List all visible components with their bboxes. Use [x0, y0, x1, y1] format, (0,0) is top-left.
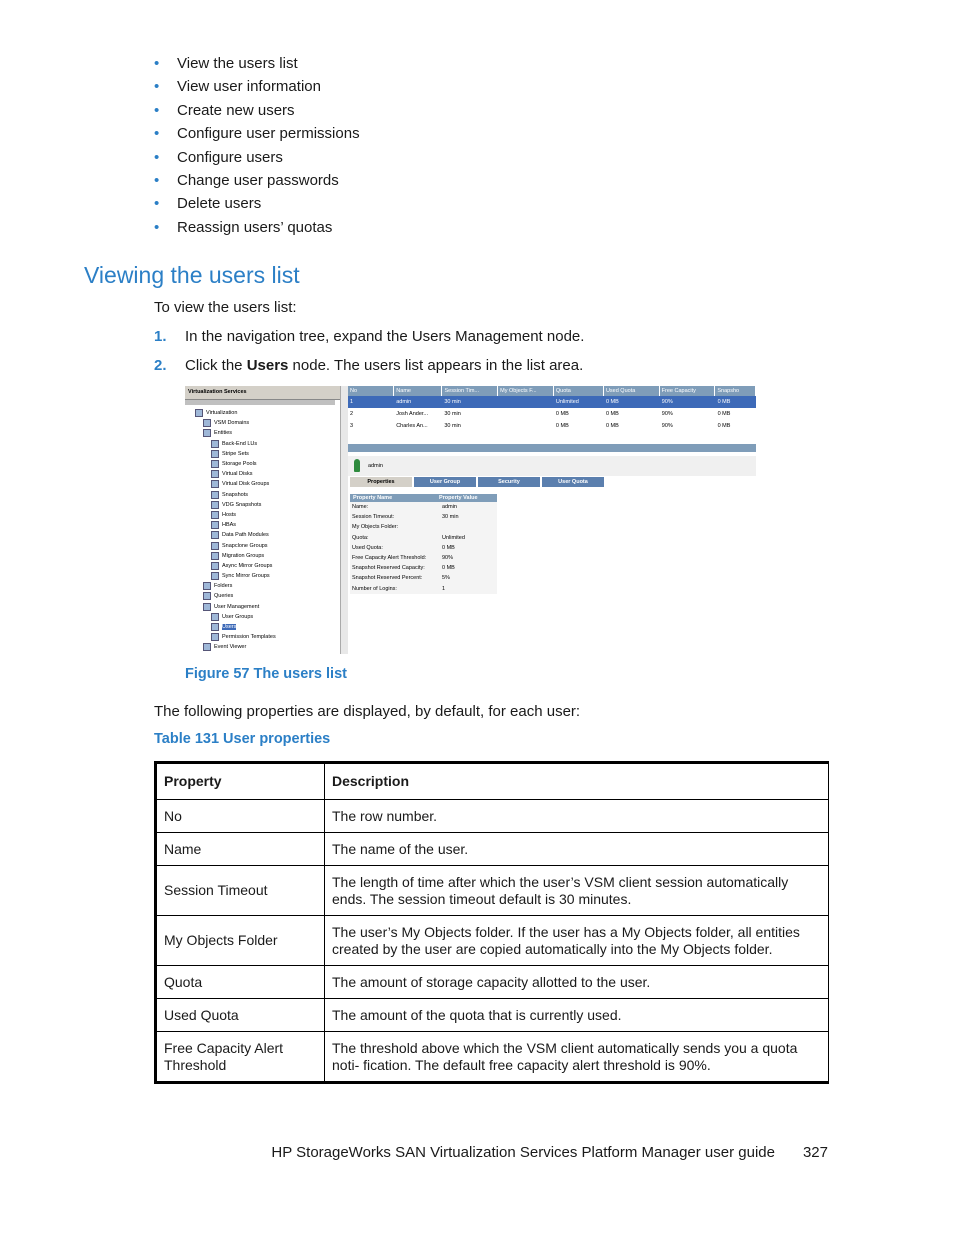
- nav-header-bar: [185, 400, 335, 405]
- tree-node-icon: [203, 419, 211, 427]
- table-header-row: [156, 763, 829, 800]
- bullet-dot: •: [154, 195, 160, 213]
- grid-cell: admin: [396, 399, 412, 405]
- grid-cell: 30 min: [444, 423, 461, 429]
- grid-cell: 30 min: [444, 399, 461, 405]
- grid-cell: Unlimited: [555, 399, 579, 405]
- tree-node-icon: [211, 501, 219, 509]
- property-value: admin: [442, 504, 457, 510]
- tab-properties[interactable]: Properties: [350, 477, 412, 487]
- property-cell: Session Timeout: [156, 866, 325, 916]
- bullet-text: Delete users: [177, 195, 262, 213]
- tree-node-icon: [203, 429, 211, 437]
- tree-node[interactable]: [195, 459, 276, 469]
- intro-text: To view the users list:: [154, 299, 297, 316]
- tree-node-icon: [211, 511, 219, 519]
- grid-cell: 0 MB: [605, 411, 619, 417]
- tree-node[interactable]: [195, 642, 276, 652]
- tree-node[interactable]: [195, 439, 276, 449]
- property-name: My Objects Folder:: [352, 524, 399, 531]
- property-row: [350, 533, 497, 543]
- bullet-dot: •: [154, 55, 160, 72]
- table-row: [156, 866, 829, 916]
- property-cell: Name: [156, 833, 325, 866]
- navigation-tree-panel: [185, 386, 341, 654]
- property-row: [350, 512, 497, 522]
- grid-column-header[interactable]: Used Quota: [604, 386, 660, 396]
- tree-node-icon: [211, 562, 219, 570]
- tree-node-label: Async Mirror Groups: [222, 562, 273, 569]
- tree-node-label: Folders: [214, 583, 233, 590]
- table-caption: Table 131 User properties: [154, 731, 331, 747]
- grid-cell: 3: [350, 423, 354, 429]
- description-cell: The length of time after which the user’s VSM client session automatically ends. The session timeout default is 30 minutes.: [325, 866, 829, 916]
- tree-node[interactable]: [195, 479, 276, 489]
- tree-node[interactable]: [195, 408, 276, 418]
- property-value: [440, 522, 442, 532]
- description-cell: The amount of storage capacity allotted to the user.: [325, 966, 829, 999]
- property-name: Quota:: [352, 534, 369, 541]
- grid-cell: 0 MB: [717, 399, 731, 405]
- tree-node[interactable]: [195, 612, 276, 622]
- tree-node[interactable]: [195, 510, 276, 520]
- step-text-pre: Click the: [185, 357, 247, 374]
- property-name: Name:: [352, 504, 369, 510]
- tree-node-icon: [211, 633, 219, 641]
- property-name: Used Quota:: [352, 544, 383, 551]
- tree-node-label: Virtual Disks: [222, 471, 253, 478]
- tree-node[interactable]: [195, 602, 276, 612]
- bullet-item: [154, 99, 360, 122]
- tree-node[interactable]: [195, 490, 276, 500]
- tree-node-label: Permission Templates: [222, 634, 276, 641]
- nav-title: Virtualization Services: [185, 386, 340, 400]
- property-row: [350, 573, 497, 583]
- tab-security[interactable]: Security: [478, 477, 540, 487]
- grid-cell: 2: [350, 411, 354, 417]
- tree-node-icon: [211, 470, 219, 478]
- table-row: [156, 966, 829, 999]
- property-row: [350, 584, 497, 594]
- property-name: Snapshot Reserved Capacity:: [352, 565, 425, 572]
- section-title: Viewing the users list: [84, 262, 300, 288]
- grid-header: [348, 386, 756, 396]
- tree-node-label: Data Path Modules: [222, 532, 269, 539]
- tree-node-icon: [203, 643, 211, 651]
- property-table: [350, 494, 497, 594]
- bullet-item: [154, 52, 360, 75]
- tree-node-icon: [211, 613, 219, 621]
- grid-cell: [498, 420, 554, 432]
- tree-node-label: Stripe Sets: [222, 450, 249, 457]
- grid-column-header[interactable]: Snapsho: [715, 386, 756, 396]
- page-number: 327: [802, 1144, 828, 1161]
- property-cell: No: [156, 800, 325, 833]
- bullet-text: View the users list: [177, 55, 298, 72]
- grid-cell: 0 MB: [717, 411, 731, 417]
- grid-row[interactable]: [348, 396, 756, 408]
- step-item: [154, 327, 584, 356]
- detail-tabs: [350, 477, 606, 487]
- bullet-text: Configure user permissions: [177, 125, 360, 143]
- tree-node-label: Queries: [214, 593, 234, 600]
- grid-cell: 0 MB: [555, 411, 569, 417]
- grid-cell: 30 min: [444, 411, 461, 417]
- grid-cell: 90%: [661, 411, 673, 417]
- tree-node-icon: [211, 552, 219, 560]
- grid-column-header[interactable]: Free Capacity: [660, 386, 716, 396]
- tree-node-icon: [203, 582, 211, 590]
- grid-column-header[interactable]: Name: [394, 386, 442, 396]
- tree-node-label: Storage Pools: [222, 461, 257, 468]
- tree-node[interactable]: [195, 632, 276, 642]
- tree-node[interactable]: [195, 551, 276, 561]
- table-row: [156, 833, 829, 866]
- property-row: [350, 563, 497, 573]
- tree-node[interactable]: [195, 500, 276, 510]
- grid-row[interactable]: [348, 408, 756, 420]
- selected-user-bar: [348, 456, 756, 476]
- steps-list: [154, 327, 584, 385]
- tree-node-icon: [211, 531, 219, 539]
- bullet-item: [154, 216, 360, 239]
- tree-node-icon: [211, 480, 219, 488]
- table-body: [156, 800, 829, 1083]
- property-value: 30 min: [442, 514, 459, 521]
- property-name: Free Capacity Alert Threshold:: [352, 554, 427, 561]
- tree-node[interactable]: [195, 520, 276, 530]
- step-item: [154, 356, 584, 385]
- user-properties-table: [154, 761, 829, 1084]
- tree-node[interactable]: [195, 469, 276, 479]
- bullet-text: View user information: [177, 78, 321, 96]
- tree-node[interactable]: [195, 418, 276, 428]
- grid-cell: 90%: [661, 399, 673, 405]
- user-icon: [354, 459, 360, 472]
- bullet-item: [154, 146, 360, 169]
- tree-node[interactable]: [195, 571, 276, 581]
- tree-node-label: HBAs: [222, 522, 237, 529]
- tree-node-label: Virtualization: [206, 410, 238, 417]
- bullet-dot: •: [154, 125, 160, 143]
- step-text-post: node. The users list appears in the list area.: [288, 357, 584, 374]
- grid-cell: [498, 396, 554, 408]
- tree-node-icon: [211, 450, 219, 458]
- property-row: [350, 543, 497, 553]
- tree-node-icon: [203, 592, 211, 600]
- tree-node-icon: [195, 409, 203, 417]
- bullet-dot: •: [154, 148, 160, 166]
- tree-node[interactable]: [195, 449, 276, 459]
- horizontal-scrollbar: [348, 444, 756, 452]
- description-cell: The name of the user.: [325, 833, 829, 866]
- selected-user-name: admin: [368, 463, 383, 469]
- grid-cell: 0 MB: [605, 423, 619, 429]
- property-value: Unlimited: [442, 534, 465, 541]
- bullet-text: Create new users: [177, 101, 295, 119]
- tree-node[interactable]: [195, 540, 276, 550]
- grid-cell: Charles An...: [396, 423, 428, 429]
- tab-user-quota[interactable]: User Quota: [542, 477, 604, 487]
- tree-node-label: Entities: [214, 430, 233, 437]
- tree-node-label: Hosts: [222, 511, 237, 518]
- property-value: 90%: [442, 554, 454, 561]
- prop-value-header: Property Value: [439, 495, 478, 501]
- tree-node-icon: [211, 491, 219, 499]
- table-row: [156, 1032, 829, 1083]
- grid-row[interactable]: [348, 420, 756, 432]
- tab-user-group[interactable]: User Group: [414, 477, 476, 487]
- property-row: [350, 522, 497, 532]
- property-value: 5%: [442, 575, 450, 582]
- tree-node-label: Users: [222, 624, 237, 631]
- property-name: Snapshot Reserved Percent:: [352, 575, 423, 582]
- property-name: Number of Logins:: [352, 585, 397, 592]
- bullet-item: [154, 122, 360, 145]
- grid-body: [348, 396, 756, 432]
- bullet-dot: •: [154, 78, 160, 96]
- property-value: 0 MB: [442, 544, 455, 551]
- footer-title: HP StorageWorks SAN Virtualization Services Platform Manager user guide: [271, 1144, 775, 1161]
- step-number: 1.: [154, 328, 167, 345]
- property-cell: My Objects Folder: [156, 916, 325, 966]
- tree-node-label: Snapclone Groups: [222, 542, 268, 549]
- property-cell: Free Capacity Alert Threshold: [156, 1032, 325, 1083]
- grid-column-header[interactable]: No: [348, 386, 394, 396]
- tree-node-label: Snapshots: [222, 491, 248, 498]
- tree-node-icon: [211, 460, 219, 468]
- tree-node[interactable]: [195, 561, 276, 571]
- table-row: [156, 916, 829, 966]
- bullet-dot: •: [154, 218, 160, 236]
- property-value: 0 MB: [442, 565, 455, 572]
- properties-intro: The following properties are displayed, by default, for each user:: [154, 703, 581, 720]
- bullet-item: [154, 169, 360, 192]
- bullet-text: Reassign users’ quotas: [177, 218, 333, 236]
- tree-node[interactable]: [195, 622, 276, 632]
- property-value: 1: [442, 585, 446, 592]
- tree-node-label: User Management: [214, 603, 260, 610]
- grid-column-header[interactable]: Session Tim...: [442, 386, 498, 396]
- bullet-item: [154, 75, 360, 98]
- tree-node-icon: [211, 572, 219, 580]
- table-row: [156, 999, 829, 1032]
- tree-node-label: Virtual Disk Groups: [222, 481, 270, 488]
- list-area: [348, 386, 756, 654]
- tree-node[interactable]: [195, 530, 276, 540]
- step-text-bold: Users: [246, 357, 289, 374]
- bullet-item: [154, 192, 360, 215]
- figure-caption: Figure 57 The users list: [185, 666, 347, 682]
- prop-name-header: Property Name: [353, 495, 393, 501]
- tree-node[interactable]: [195, 581, 276, 591]
- grid-cell: Josh Ander...: [396, 411, 429, 417]
- description-cell: The row number.: [325, 800, 829, 833]
- users-list-screenshot: [185, 386, 756, 654]
- property-cell: Used Quota: [156, 999, 325, 1032]
- header-property: Property: [156, 763, 325, 800]
- property-rows: [350, 502, 497, 594]
- grid-cell: 90%: [661, 423, 673, 429]
- header-description: Description: [325, 763, 829, 800]
- property-row: [350, 553, 497, 563]
- tree-node-label: Event Viewer: [214, 644, 247, 651]
- grid-cell: 0 MB: [555, 423, 569, 429]
- page-footer: [271, 1144, 828, 1161]
- tree-node[interactable]: [195, 591, 276, 601]
- tree-node-icon: [211, 542, 219, 550]
- tree-node-label: Back-End LUs: [222, 440, 258, 447]
- tree-node-label: User Groups: [222, 613, 254, 620]
- grid-cell: 1: [350, 399, 354, 405]
- tree-node-label: Migration Groups: [222, 552, 265, 559]
- tree-node-label: VSM Domains: [214, 420, 250, 427]
- grid-column-header[interactable]: My Objects F...: [498, 386, 554, 396]
- task-bullet-list: [154, 52, 360, 239]
- nav-tree: [195, 408, 276, 653]
- tree-node-icon: [211, 623, 219, 631]
- tree-node-icon: [211, 440, 219, 448]
- tree-node-label: Sync Mirror Groups: [222, 573, 270, 580]
- tree-node-icon: [203, 603, 211, 611]
- property-name: Session Timeout:: [352, 514, 395, 521]
- table-row: [156, 800, 829, 833]
- description-cell: The user’s My Objects folder. If the user has a My Objects folder, all entities created by the user are copied automatically into the My Objects folder.: [325, 916, 829, 966]
- grid-column-header[interactable]: Quota: [554, 386, 604, 396]
- description-cell: The amount of the quota that is currently used.: [325, 999, 829, 1032]
- grid-cell: 0 MB: [717, 423, 731, 429]
- property-table-header: [350, 494, 497, 502]
- step-text: In the navigation tree, expand the Users Management node.: [185, 328, 585, 345]
- tree-node-icon: [211, 521, 219, 529]
- bullet-dot: •: [154, 101, 160, 119]
- bullet-text: Configure users: [177, 148, 283, 166]
- bullet-dot: •: [154, 172, 160, 190]
- grid-cell: [498, 408, 554, 420]
- property-cell: Quota: [156, 966, 325, 999]
- grid-cell: 0 MB: [605, 399, 619, 405]
- tree-node-label: VDG Snapshots: [222, 501, 262, 508]
- property-row: [350, 502, 497, 512]
- tree-node[interactable]: [195, 428, 276, 438]
- bullet-text: Change user passwords: [177, 172, 339, 190]
- description-cell: The threshold above which the VSM client automatically sends you a quota noti- fication. The default free capacity alert threshold is 90%.: [325, 1032, 829, 1083]
- step-number: 2.: [154, 357, 167, 374]
